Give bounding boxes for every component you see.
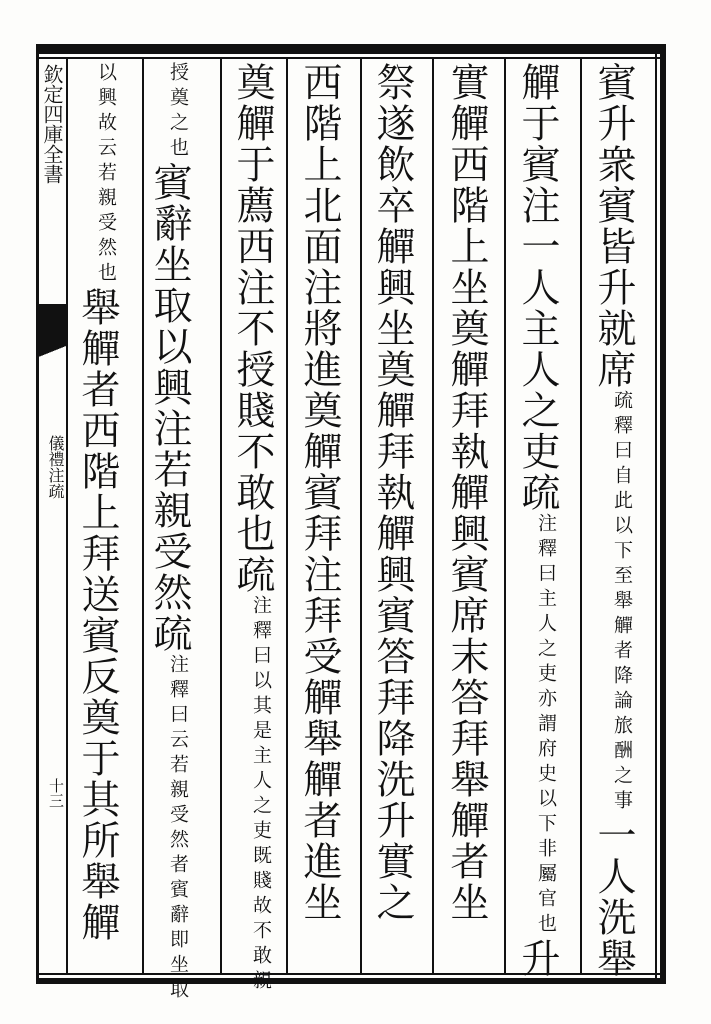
- main-text: 舉觶者進坐: [297, 718, 342, 923]
- page-margin-strip: [36, 58, 68, 973]
- main-text: 注一人主人之吏: [515, 185, 560, 472]
- commentary-pair: [167, 654, 189, 1004]
- commentary-line: 以興故云若: [95, 62, 117, 187]
- commentary-pair: [611, 390, 633, 815]
- main-text: 疏: [230, 554, 275, 595]
- commentary-line: 然者賓辭即坐取: [167, 829, 189, 1004]
- main-text: 一人洗舉: [591, 815, 636, 979]
- main-text: 注將進奠觶賓拜: [297, 267, 342, 554]
- commentary-pair: [535, 513, 557, 938]
- column-rule: [504, 58, 506, 973]
- fishtail-mark: [36, 304, 66, 346]
- main-text: 實觶西階上坐奠觶拜執觶興賓席末答拜舉觶者坐: [444, 62, 489, 923]
- main-text: 觶于賓: [515, 62, 560, 185]
- main-text: 奠觶于薦西: [230, 62, 275, 267]
- commentary-line: 授奠: [167, 62, 189, 112]
- text-column: [297, 62, 342, 923]
- section-title: 儀禮注疏: [46, 435, 65, 499]
- main-text: 賓升衆賓皆升就席: [591, 62, 636, 390]
- text-column: [591, 62, 636, 979]
- commentary-pair: [95, 62, 117, 287]
- column-rule: [432, 58, 434, 973]
- main-text: 注若親受然: [147, 408, 192, 613]
- text-column: [515, 62, 560, 979]
- main-text: 祭遂飲卒觶興坐奠觶拜執觶興賓答拜降洗升實之: [370, 62, 415, 923]
- page-frame: [36, 44, 666, 984]
- commentary-line: 注釋曰云若親受: [167, 654, 189, 829]
- commentary-line: 注釋曰主人之吏亦謂: [535, 513, 557, 738]
- main-text: 注拜受觶: [297, 554, 342, 718]
- text-column: [230, 62, 275, 995]
- commentary-line: 親受然也: [95, 187, 117, 287]
- main-text: 賓辭坐取以興: [147, 162, 192, 408]
- column-rule: [286, 58, 288, 973]
- commentary-line: 注釋曰以其是主人: [250, 595, 272, 795]
- page-number: 十三: [47, 778, 65, 808]
- text-column: [147, 62, 192, 1004]
- commentary-line: 觶者降論旅酬之事: [611, 615, 633, 815]
- commentary-line: 之也: [167, 112, 189, 162]
- text-column: [444, 62, 489, 923]
- column-rule: [220, 58, 222, 973]
- column-rule: [360, 58, 362, 973]
- commentary-pair: [167, 62, 189, 162]
- main-text: 西階上北面: [297, 62, 342, 267]
- main-text: 疏: [515, 472, 560, 513]
- commentary-line: 之吏既賤故不敢親: [250, 795, 272, 995]
- column-rule: [580, 58, 582, 973]
- main-text: 舉觶者西階上拜送賓反奠于其所舉觶: [75, 287, 120, 943]
- column-rule: [142, 58, 144, 973]
- text-column: [370, 62, 415, 923]
- main-text: 升: [515, 938, 560, 979]
- book-title: 欽定四庫全書: [40, 64, 64, 184]
- commentary-pair: [250, 595, 272, 995]
- text-column: [75, 62, 120, 943]
- commentary-line: 疏釋曰自此以下至舉: [611, 390, 633, 615]
- commentary-line: 府史以下非屬官也: [535, 738, 557, 938]
- main-text: 疏: [147, 613, 192, 654]
- main-text: 注不授賤不敢也: [230, 267, 275, 554]
